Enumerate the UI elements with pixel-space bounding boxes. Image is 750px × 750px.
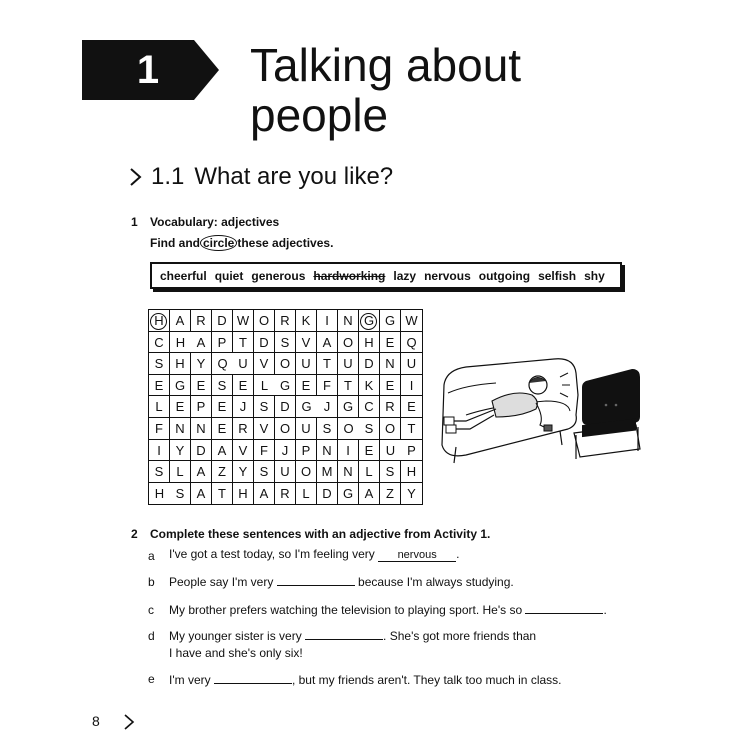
grid-letter-cell[interactable]: A — [317, 332, 338, 354]
chevron-right-icon — [127, 165, 145, 189]
grid-letter-cell[interactable]: K — [359, 375, 380, 397]
grid-letter-cell[interactable]: V — [296, 332, 317, 354]
grid-letter-cell[interactable]: I — [338, 440, 359, 462]
grid-letter-cell[interactable]: H — [170, 353, 191, 375]
instr-before: Find and — [150, 236, 200, 250]
grid-letter-cell[interactable]: V — [254, 353, 275, 375]
activity1-instruction — [150, 236, 333, 250]
grid-letter-cell[interactable]: Y — [407, 485, 416, 501]
grid-letter-cell[interactable]: U — [380, 440, 401, 462]
sentence-d — [169, 627, 536, 662]
grid-letter-cell[interactable]: U — [233, 353, 254, 375]
sentence-text: . — [603, 603, 607, 617]
grid-letter-cell[interactable]: S — [380, 461, 401, 483]
grid-letter-cell[interactable]: H — [154, 485, 165, 501]
grid-letter-cell[interactable]: S — [254, 461, 275, 483]
grid-letter-cell[interactable]: T — [317, 353, 338, 375]
word-item: nervous — [424, 268, 471, 283]
grid-letter-cell[interactable]: O — [380, 418, 401, 440]
grid-letter-cell[interactable]: N — [338, 310, 359, 332]
page-number: 8 — [92, 713, 100, 729]
sentence-a — [169, 547, 459, 562]
answer-blank[interactable] — [305, 627, 383, 640]
activity2-number: 2 — [131, 527, 138, 541]
sentence-text: I'm very — [169, 673, 211, 687]
grid-letter-cell[interactable]: N — [380, 353, 401, 375]
word-item: generous — [251, 268, 306, 283]
grid-letter-cell[interactable]: O — [275, 353, 296, 375]
grid-letter-cell[interactable]: D — [191, 440, 212, 462]
grid-letter-cell[interactable]: J — [233, 396, 254, 418]
word-box — [150, 262, 622, 289]
grid-letter-cell[interactable]: P — [191, 396, 212, 418]
grid-letter-cell[interactable]: D — [254, 332, 275, 354]
grid-letter-cell[interactable]: R — [191, 310, 212, 332]
grid-letter-cell[interactable]: S — [275, 332, 296, 354]
grid-letter-cell[interactable]: T — [338, 375, 359, 397]
grid-letter-cell[interactable]: L — [170, 461, 191, 483]
word-item: shy — [584, 268, 605, 283]
grid-letter-cell[interactable]: V — [254, 418, 275, 440]
grid-letter-cell[interactable]: E — [149, 375, 170, 397]
grid-letter-cell[interactable]: R — [380, 396, 401, 418]
grid-letter-cell[interactable]: I — [149, 440, 170, 462]
grid-letter-cell[interactable]: Y — [233, 461, 254, 483]
grid-letter-cell[interactable]: C — [149, 332, 170, 354]
grid-letter-cell[interactable]: T — [233, 332, 254, 354]
grid-letter-cell[interactable]: G — [170, 375, 191, 397]
grid-letter-cell[interactable]: U — [296, 418, 317, 440]
grid-letter-cell[interactable]: A — [254, 483, 275, 505]
grid-letter-cell[interactable]: C — [359, 396, 380, 418]
grid-letter-cell[interactable]: Y — [191, 353, 212, 375]
sentence-letter: d — [148, 629, 155, 643]
grid-letter-cell[interactable]: A — [191, 332, 212, 354]
grid-letter-cell[interactable]: H — [149, 310, 170, 332]
answer-blank[interactable]: nervous — [378, 549, 456, 562]
grid-letter-cell[interactable]: N — [191, 418, 212, 440]
activity1-number: 1 — [131, 215, 138, 229]
grid-letter-cell[interactable]: Z — [380, 483, 401, 505]
answer-blank[interactable] — [214, 671, 292, 684]
grid-letter-cell[interactable]: O — [338, 418, 359, 440]
section-heading — [127, 163, 393, 191]
grid-letter-cell[interactable]: M — [317, 461, 338, 483]
grid-letter-cell[interactable]: F — [317, 375, 338, 397]
grid-letter-cell[interactable]: N — [338, 461, 359, 483]
grid-letter-cell[interactable]: E — [401, 396, 422, 418]
girl-on-sofa-illustration — [436, 345, 646, 475]
grid-letter-cell[interactable]: I — [401, 375, 422, 397]
grid-letter-cell[interactable]: O — [275, 418, 296, 440]
grid-letter-cell[interactable]: H — [233, 483, 254, 505]
answer-blank[interactable] — [525, 601, 603, 614]
instr-circle-word: circle — [200, 235, 237, 251]
sentence-c — [169, 601, 607, 617]
sentence-e — [169, 671, 562, 687]
grid-letter-cell[interactable]: W — [233, 310, 254, 332]
grid-letter-cell[interactable]: E — [380, 332, 401, 354]
grid-letter-cell[interactable]: I — [317, 310, 338, 332]
grid-letter-cell[interactable]: A — [191, 461, 212, 483]
grid-letter-cell[interactable]: L — [296, 483, 317, 505]
grid-letter-cell[interactable]: D — [317, 483, 338, 505]
grid-letter-cell[interactable]: L — [149, 396, 170, 418]
grid-letter-cell[interactable]: E — [380, 375, 401, 397]
unit-title-line1: Talking about — [250, 39, 522, 91]
sentence-text: People say I'm very — [169, 575, 274, 589]
grid-letter-cell[interactable]: F — [254, 440, 275, 462]
sentence-letter: a — [148, 549, 155, 563]
grid-letter-cell[interactable]: A — [212, 440, 233, 462]
grid-letter-cell[interactable]: S — [170, 483, 191, 505]
sentence-text: I've got a test today, so I'm feeling very — [169, 547, 375, 561]
sentence-text: . She's got more friends than — [383, 629, 537, 643]
grid-letter-cell[interactable]: R — [233, 418, 254, 440]
grid-letter-cell[interactable]: U — [296, 353, 317, 375]
grid-letter-cell[interactable]: E — [233, 375, 254, 397]
grid-letter-cell[interactable]: K — [296, 310, 317, 332]
grid-letter-cell[interactable]: O — [296, 461, 317, 483]
grid-letter-cell[interactable]: H — [359, 332, 380, 354]
grid-letter-cell[interactable]: A — [359, 483, 380, 505]
grid-letter-cell[interactable]: O — [338, 332, 359, 354]
answer-blank[interactable] — [277, 573, 355, 586]
grid-letter-cell[interactable]: H — [401, 461, 422, 483]
sentence-b — [169, 573, 514, 589]
word-item: selfish — [538, 268, 577, 283]
grid-letter-cell[interactable]: E — [296, 375, 317, 397]
grid-letter-cell[interactable]: D — [212, 310, 233, 332]
sentence-text: , but my friends aren't. They talk too much in class. — [291, 673, 562, 687]
unit-title-line2: people — [250, 89, 389, 141]
grid-letter-cell[interactable]: G — [275, 375, 296, 397]
grid-letter-cell[interactable]: P — [401, 440, 422, 462]
grid-letter-cell[interactable]: Q — [401, 332, 422, 354]
grid-letter-cell[interactable]: P — [212, 332, 233, 354]
sentence-letter: e — [148, 672, 155, 686]
grid-letter-cell[interactable]: D — [359, 353, 380, 375]
grid-letter-cell[interactable]: S — [149, 461, 170, 483]
grid-letter-cell[interactable]: U — [401, 353, 422, 375]
instr-after: these adjectives. — [237, 236, 334, 250]
unit-number: 1 — [136, 48, 160, 92]
unit-title — [250, 40, 650, 140]
grid-letter-cell[interactable]: N — [170, 418, 191, 440]
word-item: lazy — [393, 268, 417, 283]
chevron-right-icon — [122, 712, 136, 732]
grid-letter-cell[interactable]: S — [212, 375, 233, 397]
grid-letter-cell[interactable]: Z — [212, 461, 233, 483]
grid-letter-cell[interactable]: W — [401, 310, 422, 332]
grid-letter-cell[interactable]: T — [401, 418, 422, 440]
grid-letter-cell[interactable]: J — [317, 396, 338, 418]
grid-letter-cell[interactable]: E — [212, 396, 233, 418]
word-item: quiet — [214, 268, 244, 283]
grid-letter-cell[interactable]: U — [275, 461, 296, 483]
grid-letter-cell[interactable]: H — [170, 332, 191, 354]
grid-letter-cell[interactable]: S — [149, 353, 170, 375]
grid-letter-cell[interactable]: A — [191, 483, 212, 505]
sentence-text: My younger sister is very — [169, 629, 302, 643]
grid-letter-cell[interactable]: E — [191, 375, 212, 397]
grid-letter-cell[interactable]: E — [359, 440, 380, 462]
grid-letter-cell[interactable]: V — [233, 440, 254, 462]
grid-letter-cell[interactable]: A — [170, 310, 191, 332]
activity2-instruction: Complete these sentences with an adjective from Activity 1. — [150, 527, 491, 541]
grid-letter-cell[interactable]: G — [380, 310, 401, 332]
grid-letter-cell[interactable]: S — [359, 418, 380, 440]
grid-letter-cell[interactable]: J — [275, 440, 296, 462]
wordsearch-grid — [148, 309, 423, 505]
section-number: 1.1 — [151, 163, 185, 190]
section-title: What are you like? — [194, 163, 394, 190]
sentence-text: My brother prefers watching the television to playing sport. He's so — [169, 603, 523, 617]
word-item-struck: hardworking — [313, 268, 386, 283]
sentence-text: because I'm always studying. — [358, 575, 514, 589]
grid-letter-cell[interactable]: D — [275, 396, 296, 418]
grid-letter-cell[interactable]: N — [317, 440, 338, 462]
sentence-text: I have and she's only six! — [169, 646, 303, 660]
grid-letter-cell[interactable]: U — [338, 353, 359, 375]
sentence-text: . — [456, 547, 460, 561]
grid-letter-cell[interactable]: G — [338, 483, 359, 505]
grid-letter-cell[interactable]: S — [317, 418, 338, 440]
grid-letter-cell[interactable]: G — [359, 310, 380, 332]
grid-letter-cell[interactable]: G — [338, 396, 359, 418]
sentence-letter: b — [148, 575, 155, 589]
grid-letter-cell[interactable]: P — [296, 440, 317, 462]
grid-letter-cell[interactable]: O — [254, 310, 275, 332]
grid-letter-cell[interactable]: G — [296, 396, 317, 418]
grid-letter-cell[interactable]: F — [149, 418, 170, 440]
grid-letter-cell[interactable]: Y — [170, 440, 191, 462]
grid-letter-cell[interactable]: L — [359, 461, 380, 483]
word-item: outgoing — [478, 268, 531, 283]
word-item: cheerful — [160, 268, 207, 283]
grid-letter-cell[interactable]: E — [170, 396, 191, 418]
grid-letter-cell[interactable]: R — [275, 483, 296, 505]
grid-letter-cell[interactable]: R — [275, 310, 296, 332]
grid-letter-cell[interactable]: T — [212, 483, 233, 505]
grid-letter-cell[interactable]: E — [212, 418, 233, 440]
grid-letter-cell[interactable]: S — [254, 396, 275, 418]
grid-letter-cell[interactable]: Q — [212, 353, 233, 375]
activity1-heading: Vocabulary: adjectives — [150, 215, 280, 229]
sentence-letter: c — [148, 603, 154, 617]
grid-letter-cell[interactable]: L — [254, 375, 275, 397]
